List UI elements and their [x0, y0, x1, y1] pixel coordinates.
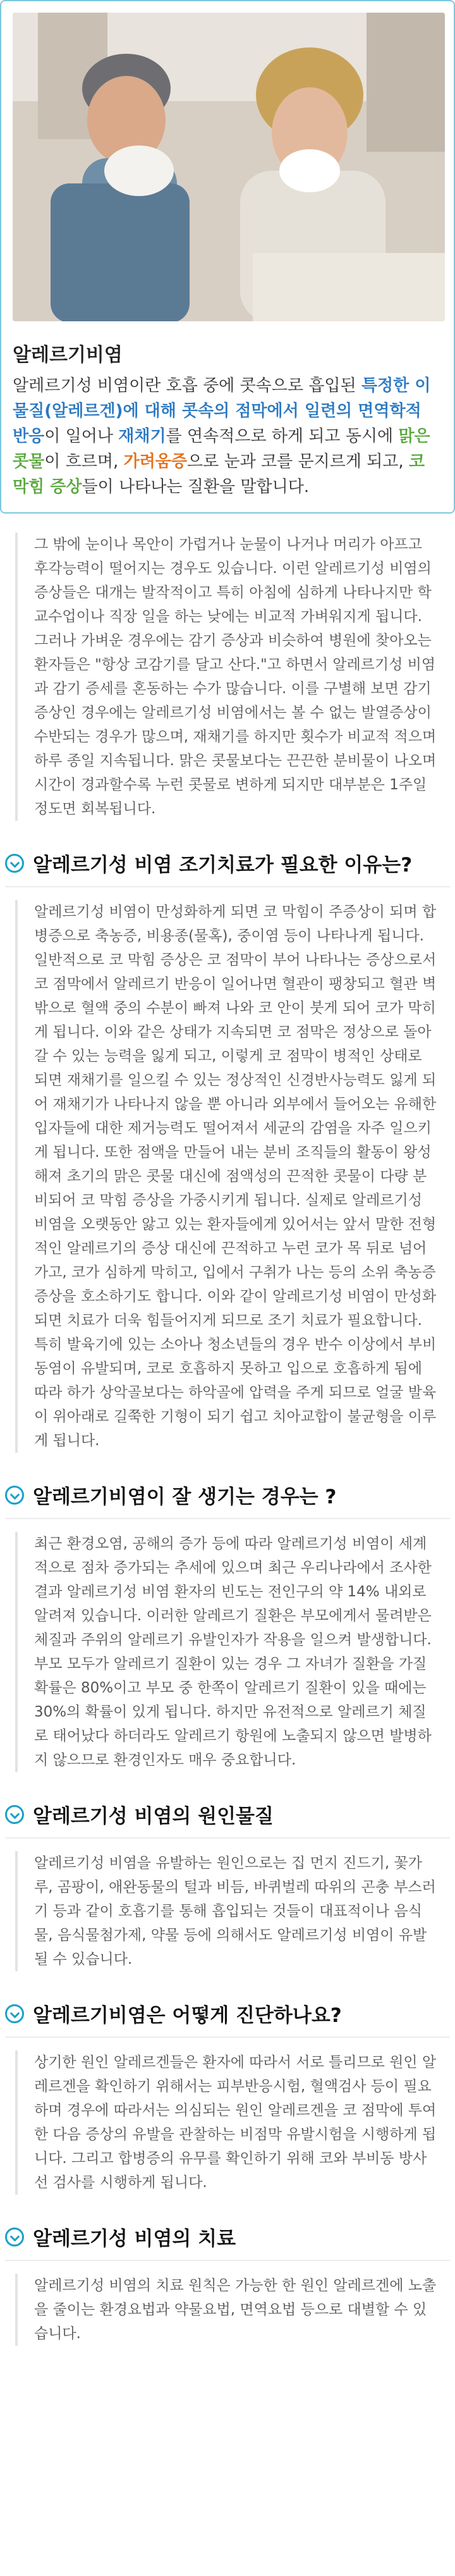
definition-part: 이 흐르며, — [44, 452, 124, 471]
definition-part: 으로 눈과 코를 문지르게 되고, — [186, 452, 409, 471]
sick-people-photo — [13, 13, 445, 321]
section-body: 알레르기성 비염을 유발하는 원인으로는 집 먼지 진드기, 꽃가루, 곰팡이, 애완동물의 털과 비듬, 바퀴벌레 따위의 곤충 부스러기 등과 같이 호흡기를 통해 흡입되는 것들이 대표적이나 음식물, 음식물첨가제, 약물 등에 의해서도 알레르기성 비염이 유발될 수 있습니다. — [15, 1851, 440, 1971]
definition-card — [0, 0, 455, 514]
highlight-itching: 가려움증 — [123, 452, 187, 471]
chevron-circle-icon — [5, 1805, 24, 1824]
definition-text — [13, 373, 442, 500]
chevron-circle-icon — [5, 1486, 24, 1505]
definition-part: 를 연속적으로 하게 되고 동시에 — [166, 427, 399, 446]
section-body: 알레르기성 비염의 치료 원칙은 가능한 한 원인 알레르겐에 노출을 줄이는 환경요법과 약물요법, 면역요법 등으로 대별할 수 있습니다. — [15, 2274, 440, 2346]
highlight-allergen-reaction: 특정한 이물질(알레르겐)에 대해 콧속의 점막에서 일련의 면역학적 반응 — [13, 376, 431, 446]
highlight-clear-nasal-discharge: 맑은 콧물 — [13, 427, 430, 471]
definition-part: 알레르기성 비염이란 호흡 중에 콧속으로 흡입된 — [13, 376, 361, 395]
bottom-spacer — [0, 2346, 455, 2365]
section-causes — [0, 1800, 455, 1971]
section-body: 상기한 원인 알레르겐들은 환자에 따라서 서로 틀리므로 원인 알레르겐을 확인하기 위해서는 피부반응시험, 혈액검사 등이 필요하며 경우에 따라서는 의심되는 원인 알레르겐을 코 점막에 투여한 다음 증상의 유발을 관찰하는 비점막 유발시험을 시행하게 됩니다. 그리고 합병증의 유무를 확인하기 위해 코와 부비동 방사선 검사를 시행하게 됩니다. — [15, 2050, 440, 2195]
definition-part: 들이 나타나는 질환을 말합니다. — [82, 478, 310, 496]
section-heading — [5, 849, 450, 887]
section-body: 최근 환경오염, 공해의 증가 등에 따라 알레르기성 비염이 세계적으로 점차 증가되는 추세에 있으며 최근 우리나라에서 조사한 결과 알레르기성 비염 환자의 빈도는 전인구의 약 14% 내외로 알려져 있습니다. 이러한 알레르기 질환은 부모에게서 물려받은 체질과 주위의 알레르기 유발인자가 작용을 일으켜 발생합니다. 부모 모두가 알레르기 질환이 있는 경우 그 자녀가 질환을 가질 확률은 80%이고 부모 중 한쪽이 알레르기 질환이 있을 때에는 30%의 확률이 있게 됩니다. 하지만 유전적으로 알레르기 체질로 태어났다 하더라도 알레르기 항원에 노출되지 않으면 발병하지 않으므로 환경인자도 매우 중요합니다. — [15, 1532, 440, 1772]
section-heading — [5, 1999, 450, 2038]
hero-image — [13, 13, 445, 321]
section-early-treatment — [0, 849, 455, 1453]
section-heading — [5, 1800, 450, 1839]
section-heading — [5, 1481, 450, 1519]
definition-title: 알레르기비염 — [13, 344, 123, 366]
section-title: 알레르기비염은 어떻게 진단하나요? — [33, 2004, 342, 2027]
section-title: 알레르기성 비염의 원인물질 — [33, 1805, 274, 1828]
section-title: 알레르기성 비염 조기치료가 필요한 이유는? — [33, 854, 413, 877]
chevron-circle-icon — [5, 854, 24, 873]
section-diagnosis — [0, 1999, 455, 2195]
section-title: 알레르기비염이 잘 생기는 경우는 ? — [33, 1486, 337, 1508]
highlight-sneezing: 재채기 — [118, 427, 166, 446]
section-treatment — [0, 2222, 455, 2346]
section-common-cases — [0, 1481, 455, 1772]
chevron-circle-icon — [5, 2004, 24, 2023]
highlight-nasal-congestion: 코 막힘 증상 — [13, 452, 425, 496]
chevron-circle-icon — [5, 2228, 24, 2246]
section-title: 알레르기성 비염의 치료 — [33, 2228, 236, 2250]
section-heading — [5, 2222, 450, 2261]
section-body: 알레르기성 비염이 만성화하게 되면 코 막힘이 주증상이 되며 합병증으로 축농증, 비용종(물혹), 중이염 등이 나타나게 됩니다. 일반적으로 코 막힘 증상은 코 점막이 부어 나타나는 증상으로서 코 점막에서 알레르기 반응이 일어나면 혈관이 팽창되고 혈관 벽 밖으로 혈액 중의 수분이 빠져 나와 코 안이 붓게 되어 코가 막히게 됩니다. 이와 같은 상태가 지속되면 코 점막은 정상으로 돌아갈 수 있는 능력을 잃게 되고, 이렇게 코 점막이 병적인 상태로 되면 재채기를 일으킬 수 있는 정상적인 신경반사능력도 잃게 되어 재채기가 나타나지 않을 뿐 아니라 외부에서 들어오는 유해한 입자들에 대한 제거능력도 떨어져서 세균의 감염을 자주 일으키게 됩니다. 또한 점액을 만들어 내는 분비 조직들의 활동이 왕성해져 초기의 맑은 콧물 대신에 점액성의 끈적한 콧물이 다량 분비되어 코 막힘 증상을 가중시키게 됩니다. 실제로 알레르기성 비염을 오랫동안 앓고 있는 환자들에게 있어서는 앞서 말한 전형적인 알레르기의 증상 대신에 끈적하고 누런 코가 목 뒤로 넘어가고, 코가 심하게 막히고, 입에서 구취가 나는 등의 소위 축농증 증상을 호소하기도 합니다. 이와 같이 알레르기성 비염이 만성화 되면 치료가 더욱 힘들어지게 되므로 조기 치료가 필요합니다. 특히 발육기에 있는 소아나 청소년들의 경우 반수 이상에서 부비동염이 유발되며, 코로 호흡하지 못하고 입으로 호흡하게 됨에 따라 하가 상악골보다는 하악골에 압력을 주게 되므로 얼굴 발육이 위아래로 길쭉한 기형이 되기 쉽고 치아교합이 불균형을 이루게 됩니다. — [15, 900, 440, 1453]
definition-part: 이 일어나 — [44, 427, 119, 446]
intro-paragraph: 그 밖에 눈이나 목안이 가렵거나 눈물이 나거나 머리가 아프고 후각능력이 떨어지는 경우도 있습니다. 이런 알레르기성 비염의 증상들은 대개는 발작적이고 특히 아침에 심하게 나타나지만 학교수업이나 직장 일을 하는 낮에는 비교적 가벼워지게 됩니다. 그러나 가벼운 경우에는 감기 증상과 비슷하여 병원에 찾아오는 환자들은 "항상 코감기를 달고 산다."고 하면서 알레르기성 비염과 감기 증세를 혼동하는 수가 많습니다. 이를 구별해 보면 감기 증상인 경우에는 알레르기성 비염에서는 볼 수 없는 발열증상이 수반되는 경우가 많으며, 재채기를 하지만 횟수가 비교적 적으며 하루 종일 지속됩니다. 맑은 콧물보다는 끈끈한 분비물이 나오며 시간이 경과할수록 누런 콧물로 변하게 되지만 대부분은 1주일 정도면 회복됩니다. — [15, 533, 440, 821]
